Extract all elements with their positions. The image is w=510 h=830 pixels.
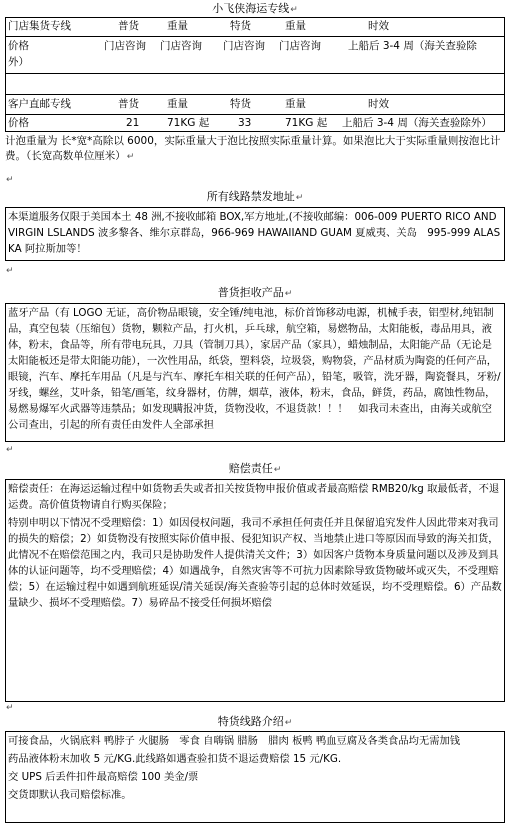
compensation-line-2: 特别申明以下情况不受理赔偿：1）如因侵权问题，我司不承担任何责任并且保留追究发件人因此带来对我司的损失的赔偿；2）如货物没有按照实际价值申报、侵犯知识产权、当地禁止进口等原因而导致的海关扣货，此情况不在赔偿范围之内，我司只是协助发件人提供清关文件；3）如因客户货物本身质量问题以及涉及到具体的认证问题等，均不受理赔偿；4）如遇战争，自然灾害等不可抗力因素除导致货物破坏或灭失，不受理赔偿；5）在运输过程中如遇到航班延误/清关延误/海关查验等引起的总体时效延误，均不受理赔偿。6）产品数量缺少、损坏不受理赔偿。7）易碎品不接受任何损坏赔偿 — [8, 517, 502, 609]
rejected-section-body: 蓝牙产品（有 LOGO 无证，高价物品眼镜，安全锤/纯电池，标价首饰移动电源，机械手表，铝型材,纯铝制品，真空包装（压缩包）货物，颗粒产品，打火机，乒乓球，航空箱，易燃物品，太阳能板，毒品用具，液体，粉末，食品等，所有带电玩具，刀具（管制刀具），家居产品（家具），蜡烛制品，太阳能产品（无论是太阳能板还是带太阳能功能），一次性用品，纸袋，塑料袋，垃圾袋，购物袋，产品材质为陶瓷的任何产品，眼镜，汽车、摩托车用品（凡是与汽车、摩托车相关联的任何产品），铅笔，吸管，洗牙器，陶瓷餐具，牙粉/牙线，螺丝，艾叶条，铅笔/画笔，纹身器材，仿牌，烟草，液体，粉末，食品，鲜货，药品，腐蚀性物品，易燃易爆军火武器等违禁品；如发现瞒报冲货，货物没收，不退货款！！！ 如我司未查出，由海关或航空公司查出，引起的所有责任由发件人全部承担 — [8, 307, 501, 431]
delivery-time-cont: 外） — [8, 56, 29, 68]
special-section-box — [5, 731, 505, 823]
col-weight: 重量 — [167, 98, 188, 110]
col-weight: 重量 — [167, 20, 188, 32]
price-label: 价格 — [8, 117, 29, 129]
special-price: 33 — [238, 117, 252, 129]
special-line-1: 可接食品，火锅底料 鸭脖子 火腿肠 零食 自嗨锅 腊肠 腊肉 板鸭 鸭血豆腐及各类食品均无需加钱 — [8, 735, 461, 747]
special-line-4: 交货即默认我司赔偿标准。 — [8, 789, 132, 801]
price-label: 价格 — [8, 40, 29, 52]
address-section-body: 本渠道服务仅限于美国本土 48 洲,不接收邮箱 BOX,军方地址,(不接收邮编：006-009 PUERTO RICO AND VIRGIN LSLANDS 波多黎各、维尔京群岛，966-969 HAWAIIAND GUAM 夏威夷、关岛 995-999 ALASKA 阿拉斯加等！ — [8, 211, 501, 255]
special-weight: 门店咨询 — [279, 40, 321, 52]
col-weight: 重量 — [285, 98, 306, 110]
paragraph-mark: ↵ — [6, 266, 14, 276]
compensation-section-box — [5, 479, 505, 702]
paragraph-mark: ↵ — [6, 445, 14, 455]
rejected-section-box — [5, 303, 505, 442]
normal-price: 门店咨询 — [104, 40, 146, 52]
page-title: 小飞侠海运专线↵ — [212, 2, 298, 15]
special-weight: 71KG 起 — [285, 117, 328, 129]
address-section-title: 所有线路禁发地址↵ — [206, 190, 304, 203]
table-divider — [6, 114, 504, 115]
direct-line-label: 客户直邮专线 — [8, 98, 71, 110]
col-time: 时效 — [368, 20, 389, 32]
paragraph-mark: ↵ — [6, 703, 14, 713]
delivery-time: 上船后 3-4 周（海关查验除外） — [342, 117, 492, 129]
shipping-price-table — [5, 17, 505, 132]
store-line-label: 门店集货专线 — [8, 20, 71, 32]
rejected-section-title: 普货拒收产品↵ — [217, 286, 293, 299]
col-weight: 重量 — [285, 20, 306, 32]
delivery-time: 上船后 3-4 周（海关查验除 — [348, 40, 477, 52]
special-price: 门店咨询 — [223, 40, 265, 52]
col-normal-goods: 普货 — [118, 20, 139, 32]
table-divider — [6, 73, 504, 74]
normal-price: 21 — [126, 117, 140, 129]
special-line-3: 交 UPS 后丢件扣件最高赔偿 100 美金/票 — [8, 771, 199, 783]
special-section-title: 特货线路介绍↵ — [217, 715, 293, 728]
col-special-goods: 特货 — [230, 20, 251, 32]
table-divider — [6, 94, 504, 95]
normal-weight: 门店咨询 — [160, 40, 202, 52]
col-time: 时效 — [368, 98, 389, 110]
normal-weight: 71KG 起 — [167, 117, 210, 129]
volume-weight-note: 计泡重量为 长*宽*高除以 6000，实际重量大于泡比按照实际重量计算。如果泡比大于实际重量则按泡比计费。（长宽高数单位厘米）↵ — [5, 135, 501, 162]
compensation-section-title: 赔偿责任↵ — [228, 462, 282, 475]
col-normal-goods: 普货 — [118, 98, 139, 110]
col-special-goods: 特货 — [230, 98, 251, 110]
table-divider — [6, 36, 504, 37]
special-line-2: 药品液体粉末加收 5 元/KG.此线路如遇查验扣货不退运费赔偿 15 元/KG. — [8, 753, 342, 765]
paragraph-mark: ↵ — [6, 175, 14, 185]
compensation-line-1: 赔偿责任：在海运运输过程中如货物丢失或者扣关按货物申报价值或者最高赔偿 RMB20/kg 取最低者，不退运费。高价值货物请自行购买保险； — [8, 483, 500, 511]
address-section-box — [5, 207, 505, 261]
